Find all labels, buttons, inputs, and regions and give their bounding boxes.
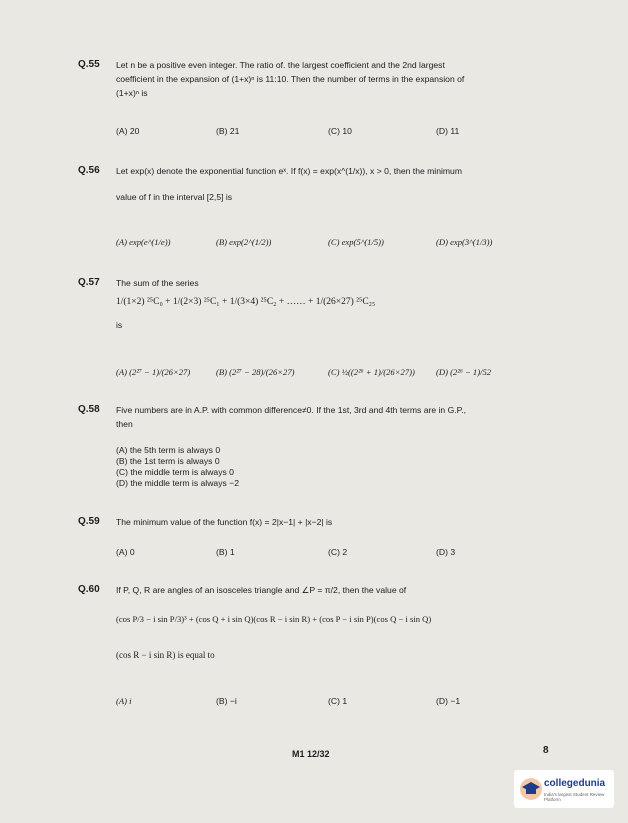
question-text-tail: (cos R − i sin R) is equal to bbox=[116, 650, 215, 660]
question-line: The sum of the series bbox=[116, 278, 199, 288]
question-number: Q.57 bbox=[78, 277, 100, 288]
option-b[interactable]: (B) exp(2^(1/2)) bbox=[216, 237, 272, 247]
option-a[interactable]: (A) 0 bbox=[116, 547, 135, 557]
question-line: (1+x)ⁿ is bbox=[116, 88, 148, 98]
option-b[interactable]: (B) −i bbox=[216, 696, 237, 706]
brand-name: collegedunia bbox=[544, 778, 606, 789]
question-number: Q.56 bbox=[78, 165, 100, 176]
question-59 bbox=[78, 515, 558, 565]
question-text bbox=[116, 276, 552, 290]
option-c[interactable]: (C) 10 bbox=[328, 126, 352, 136]
question-line: If P, Q, R are angles of an isosceles triangle and ∠P = π/2, then the value of bbox=[116, 585, 407, 595]
options bbox=[116, 445, 556, 489]
question-text bbox=[116, 164, 552, 204]
question-60 bbox=[78, 583, 558, 708]
option-c[interactable]: (C) 1 bbox=[328, 696, 348, 706]
brand-logo bbox=[514, 770, 614, 808]
question-56 bbox=[78, 164, 558, 254]
option-c[interactable]: (C) 2 bbox=[328, 547, 348, 557]
option-b[interactable]: (B) 21 bbox=[216, 126, 240, 136]
option-c[interactable]: (C) ½((2²⁶ + 1)/(26×27)) bbox=[328, 367, 415, 377]
question-line: value of f in the interval [2,5] is bbox=[116, 192, 233, 202]
option-b[interactable]: (B) (2²⁷ − 28)/(26×27) bbox=[216, 367, 295, 377]
question-line: The minimum value of the function f(x) = 2|x−1| + |x−2| is bbox=[116, 517, 333, 527]
option-a[interactable]: (A) 20 bbox=[116, 126, 140, 136]
complex-expression: (cos P/3 − i sin P/3)³ + (cos Q + i sin Q)(cos R − i sin R) + (cos P − i sin P)(cos Q − i sin Q) bbox=[116, 614, 432, 624]
question-line: coefficient in the expansion of (1+x)ⁿ is 11:10. Then the number of terms in the expansion of bbox=[116, 74, 465, 84]
question-line: Let n be a positive even integer. The ratio of. the largest coefficient and the 2nd largest bbox=[116, 60, 445, 70]
option-a[interactable]: (A) exp(e^(1/e)) bbox=[116, 237, 171, 247]
question-number: Q.58 bbox=[78, 404, 100, 415]
option-d[interactable]: (D) the middle term is always −2 bbox=[116, 478, 239, 488]
graduation-cap-icon bbox=[519, 777, 543, 801]
option-d[interactable]: (D) (2²⁶ − 1)/52 bbox=[436, 367, 492, 377]
question-text bbox=[116, 515, 552, 529]
option-d[interactable]: (D) 11 bbox=[436, 126, 460, 136]
question-55 bbox=[78, 58, 558, 138]
series-expression: 1/(1×2) ²⁵C₀ + 1/(2×3) ²⁵C₁ + 1/(3×4) ²⁵C₂ + …… + 1/(26×27) ²⁵C₂₅ bbox=[116, 297, 376, 307]
question-text bbox=[116, 583, 552, 597]
option-d[interactable]: (D) −1 bbox=[436, 696, 461, 706]
option-c[interactable]: (C) exp(5^(1/5)) bbox=[328, 237, 384, 247]
question-text bbox=[116, 403, 552, 431]
option-a[interactable]: (A) (2²⁷ − 1)/(26×27) bbox=[116, 367, 191, 377]
question-number: Q.59 bbox=[78, 516, 100, 527]
option-b[interactable]: (B) 1 bbox=[216, 547, 235, 557]
option-a[interactable]: (A) the 5th term is always 0 bbox=[116, 445, 221, 455]
question-number: Q.60 bbox=[78, 584, 100, 595]
page-code: M1 12/32 bbox=[292, 749, 330, 759]
question-line: Let exp(x) denote the exponential function eˣ. If f(x) = exp(x^(1/x)), x > 0, then the minimum bbox=[116, 166, 462, 176]
option-c[interactable]: (C) the middle term is always 0 bbox=[116, 467, 234, 477]
question-text-tail: is bbox=[116, 320, 123, 330]
option-b[interactable]: (B) the 1st term is always 0 bbox=[116, 456, 220, 466]
option-a[interactable]: (A) i bbox=[116, 696, 132, 706]
brand-tagline: India's largest Student Review Platform bbox=[544, 792, 605, 802]
question-text bbox=[116, 58, 552, 100]
question-58 bbox=[78, 403, 558, 503]
question-57 bbox=[78, 276, 558, 386]
option-d[interactable]: (D) exp(3^(1/3)) bbox=[436, 237, 493, 247]
page-number: 8 bbox=[543, 745, 549, 756]
option-d[interactable]: (D) 3 bbox=[436, 547, 456, 557]
question-line: Five numbers are in A.P. with common difference≠0. If the 1st, 3rd and 4th terms are in G.P., bbox=[116, 405, 467, 415]
question-number: Q.55 bbox=[78, 59, 100, 70]
question-line: then bbox=[116, 419, 133, 429]
